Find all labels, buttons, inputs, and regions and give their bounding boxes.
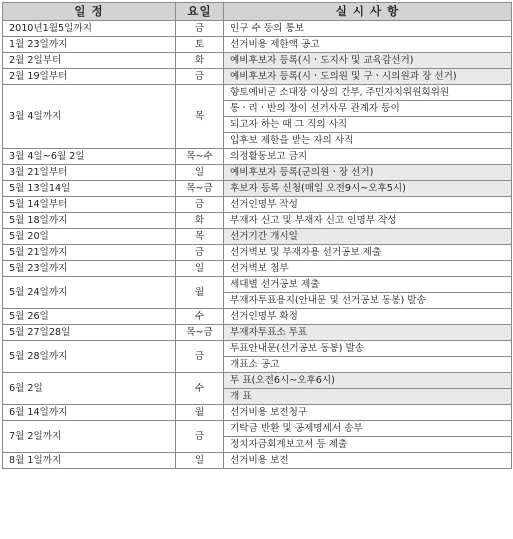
schedule-activity: 되고자 하는 때 그 직의 사직	[224, 117, 512, 133]
schedule-date: 5월 23일까지	[3, 261, 176, 277]
schedule-date: 2010년1월5일까지	[3, 21, 176, 37]
schedule-date: 5월 21일까지	[3, 245, 176, 261]
schedule-activity: 선거기간 개시일	[224, 229, 512, 245]
table-row	[3, 85, 512, 101]
schedule-weekday: 금	[176, 197, 224, 213]
schedule-date: 3월 4일까지	[3, 85, 176, 149]
table-header-row	[3, 3, 512, 21]
schedule-activity: 인구 수 등의 통보	[224, 21, 512, 37]
table-row	[3, 325, 512, 341]
schedule-activity: 부재자투표소 투표	[224, 325, 512, 341]
table-row	[3, 453, 512, 469]
table-row	[3, 405, 512, 421]
table-row	[3, 149, 512, 165]
schedule-date: 5월 14일부터	[3, 197, 176, 213]
schedule-weekday: 일	[176, 261, 224, 277]
table-body	[3, 21, 512, 469]
table-row	[3, 181, 512, 197]
schedule-weekday: 금	[176, 21, 224, 37]
schedule-activity: 예비후보자 등록(군의원ㆍ장 선거)	[224, 165, 512, 181]
schedule-weekday: 화	[176, 213, 224, 229]
schedule-date: 6월 14일까지	[3, 405, 176, 421]
schedule-activity: 예비후보자 등록(시ㆍ도지사 및 교육감선거)	[224, 53, 512, 69]
schedule-activity: 정치자금회계보고서 등 제출	[224, 437, 512, 453]
schedule-activity: 개 표	[224, 389, 512, 405]
table-row	[3, 277, 512, 293]
schedule-weekday: 금	[176, 245, 224, 261]
schedule-date: 5월 13일14일	[3, 181, 176, 197]
schedule-date: 5월 18일까지	[3, 213, 176, 229]
schedule-weekday: 일	[176, 165, 224, 181]
schedule-date: 8월 1일까지	[3, 453, 176, 469]
schedule-date: 5월 26일	[3, 309, 176, 325]
schedule-weekday: 금	[176, 421, 224, 453]
table-row	[3, 245, 512, 261]
header-activity: 실 시 사 항	[224, 3, 512, 21]
schedule-date: 3월 21일부터	[3, 165, 176, 181]
schedule-date: 3월 4일~6월 2일	[3, 149, 176, 165]
schedule-date: 5월 20일	[3, 229, 176, 245]
table-row	[3, 213, 512, 229]
header-date: 일 정	[3, 3, 176, 21]
schedule-weekday: 토	[176, 37, 224, 53]
schedule-weekday: 목~금	[176, 181, 224, 197]
schedule-weekday: 목~수	[176, 149, 224, 165]
schedule-weekday: 금	[176, 69, 224, 85]
schedule-activity: 향토예비군 소대장 이상의 간부, 주민자치위원회위원	[224, 85, 512, 101]
schedule-weekday: 금	[176, 341, 224, 373]
schedule-activity: 투 표(오전6시~오후6시)	[224, 373, 512, 389]
schedule-date: 5월 28일까지	[3, 341, 176, 373]
schedule-weekday: 수	[176, 309, 224, 325]
table-row	[3, 165, 512, 181]
schedule-date: 2월 19일부터	[3, 69, 176, 85]
table-row	[3, 37, 512, 53]
schedule-weekday: 월	[176, 405, 224, 421]
schedule-activity: 선거벽보 첩부	[224, 261, 512, 277]
schedule-date: 2월 2일부터	[3, 53, 176, 69]
schedule-activity: 개표소 공고	[224, 357, 512, 373]
table-row	[3, 421, 512, 437]
schedule-activity: 선거인명부 작성	[224, 197, 512, 213]
table-row	[3, 21, 512, 37]
schedule-weekday: 화	[176, 53, 224, 69]
table-row	[3, 341, 512, 357]
schedule-activity: 선거인명부 확정	[224, 309, 512, 325]
schedule-document	[2, 2, 511, 469]
schedule-date: 1월 23일까지	[3, 37, 176, 53]
schedule-weekday: 수	[176, 373, 224, 405]
schedule-weekday: 월	[176, 277, 224, 309]
schedule-activity: 예비후보자 등록(시ㆍ도의원 및 구ㆍ시의원과 장 선거)	[224, 69, 512, 85]
table-row	[3, 261, 512, 277]
schedule-weekday: 목	[176, 85, 224, 149]
schedule-date: 5월 27일28일	[3, 325, 176, 341]
table-row	[3, 229, 512, 245]
schedule-activity: 통ㆍ리ㆍ반의 장이 선거사무 관계자 등이	[224, 101, 512, 117]
header-day: 요일	[176, 3, 224, 21]
schedule-activity: 선거비용 보전	[224, 453, 512, 469]
schedule-activity: 선거비용 보전청구	[224, 405, 512, 421]
table-row	[3, 69, 512, 85]
schedule-date: 7월 2일까지	[3, 421, 176, 453]
schedule-activity: 세대별 선거공보 제출	[224, 277, 512, 293]
schedule-activity: 의정활동보고 금지	[224, 149, 512, 165]
election-schedule-table	[2, 2, 512, 469]
schedule-date: 6월 2일	[3, 373, 176, 405]
table-row	[3, 373, 512, 389]
table-row	[3, 53, 512, 69]
table-row	[3, 309, 512, 325]
schedule-activity: 선거벽보 및 부재자용 선거공보 제출	[224, 245, 512, 261]
schedule-weekday: 일	[176, 453, 224, 469]
schedule-activity: 부재자투표용지(안내문 및 선거공보 동봉) 발송	[224, 293, 512, 309]
schedule-activity: 기탁금 반환 및 공제명세서 송부	[224, 421, 512, 437]
schedule-weekday: 목	[176, 229, 224, 245]
schedule-date: 5월 24일까지	[3, 277, 176, 309]
schedule-activity: 부재자 신고 및 부재자 신고 인명부 작성	[224, 213, 512, 229]
schedule-weekday: 목~금	[176, 325, 224, 341]
schedule-activity: 선거비용 제한액 공고	[224, 37, 512, 53]
table-row	[3, 197, 512, 213]
schedule-activity: 후보자 등록 신청(매일 오전9시~오후5시)	[224, 181, 512, 197]
schedule-activity: 입후보 제한을 받는 자의 사직	[224, 133, 512, 149]
schedule-activity: 투표안내문(선거공보 동봉) 발송	[224, 341, 512, 357]
